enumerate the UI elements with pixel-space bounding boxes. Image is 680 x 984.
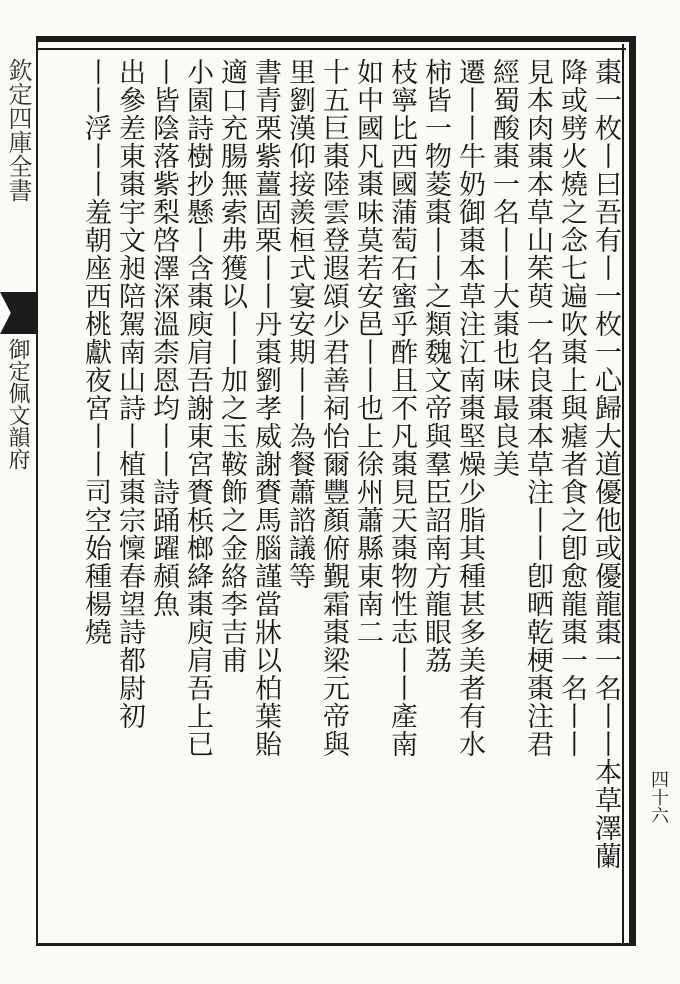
- text-column: 適口充腸無索弗獲以丨丨加之玉鞍飾之金絡李吉甫: [216, 58, 247, 674]
- page-number: 四十六: [648, 770, 669, 824]
- margin-book-label: 御定佩文韻府: [5, 338, 30, 470]
- text-column: 見本肉棗本草山茱萸一名良棗本草注丨丨卽晒乾梗棗注君: [522, 58, 553, 758]
- text-column: 出參差東棗宇文昶陪駕南山詩丨植棗宗懍春望詩都尉初: [114, 58, 145, 730]
- text-column: 枝寧比西國蒲萄石蜜乎酢且不凡棗見天棗物性志丨丨產南: [386, 58, 417, 758]
- right-inner-rule: [622, 44, 624, 944]
- text-column: 里劉漢仰接羨桓式宴安期丨丨為餐蕭諮議等: [284, 58, 315, 590]
- text-column: 柿皆一物菱棗丨丨之類魏文帝與羣臣詔南方龍眼荔: [420, 58, 451, 674]
- text-column: 書青栗紫薑固栗丨丨丹棗劉孝威謝賚馬腦謹當牀以柏葉貽: [250, 58, 281, 758]
- text-column: 如中國凡棗味莫若安邑丨丨也上徐州蕭縣東南二: [352, 58, 383, 646]
- top-inner-rule: [36, 48, 626, 50]
- text-column: 丨皆陰落紫梨啓澤深溫柰恩均丨丨詩踊躍頳魚: [148, 58, 179, 618]
- text-column: 十五巨棗陸雲登遐頌少君善祠怡爾豐顏俯覲霜棗梁元帝與: [318, 58, 349, 758]
- text-column: 棗一枚丨曰吾有丨一枚一心歸大道優他或優龍棗一名丨丨本草澤蘭: [590, 58, 621, 870]
- text-column: 小園詩樹抄懸丨含棗庾肩吾謝東宮賚梹榔絳棗庾肩吾上已: [182, 58, 213, 758]
- text-column: 經蜀酸棗一名丨丨大棗也味最良美: [488, 58, 519, 478]
- text-column: 降或劈火燒之念七遍吹棗上與瘧者食之卽愈龍棗一名丨丨: [556, 58, 587, 758]
- margin-book-title: 欽定四庫全書: [4, 58, 32, 202]
- gutter-line: [36, 36, 38, 946]
- fishtail-mark-icon: [0, 292, 36, 334]
- text-column: 遷丨丨牛奶御棗本草注江南棗堅燥少脂其種甚多美者有水: [454, 58, 485, 758]
- text-column: 丨丨浮丨丨羞朝座西桃獻夜宮丨丨司空始種楊燒: [80, 58, 111, 646]
